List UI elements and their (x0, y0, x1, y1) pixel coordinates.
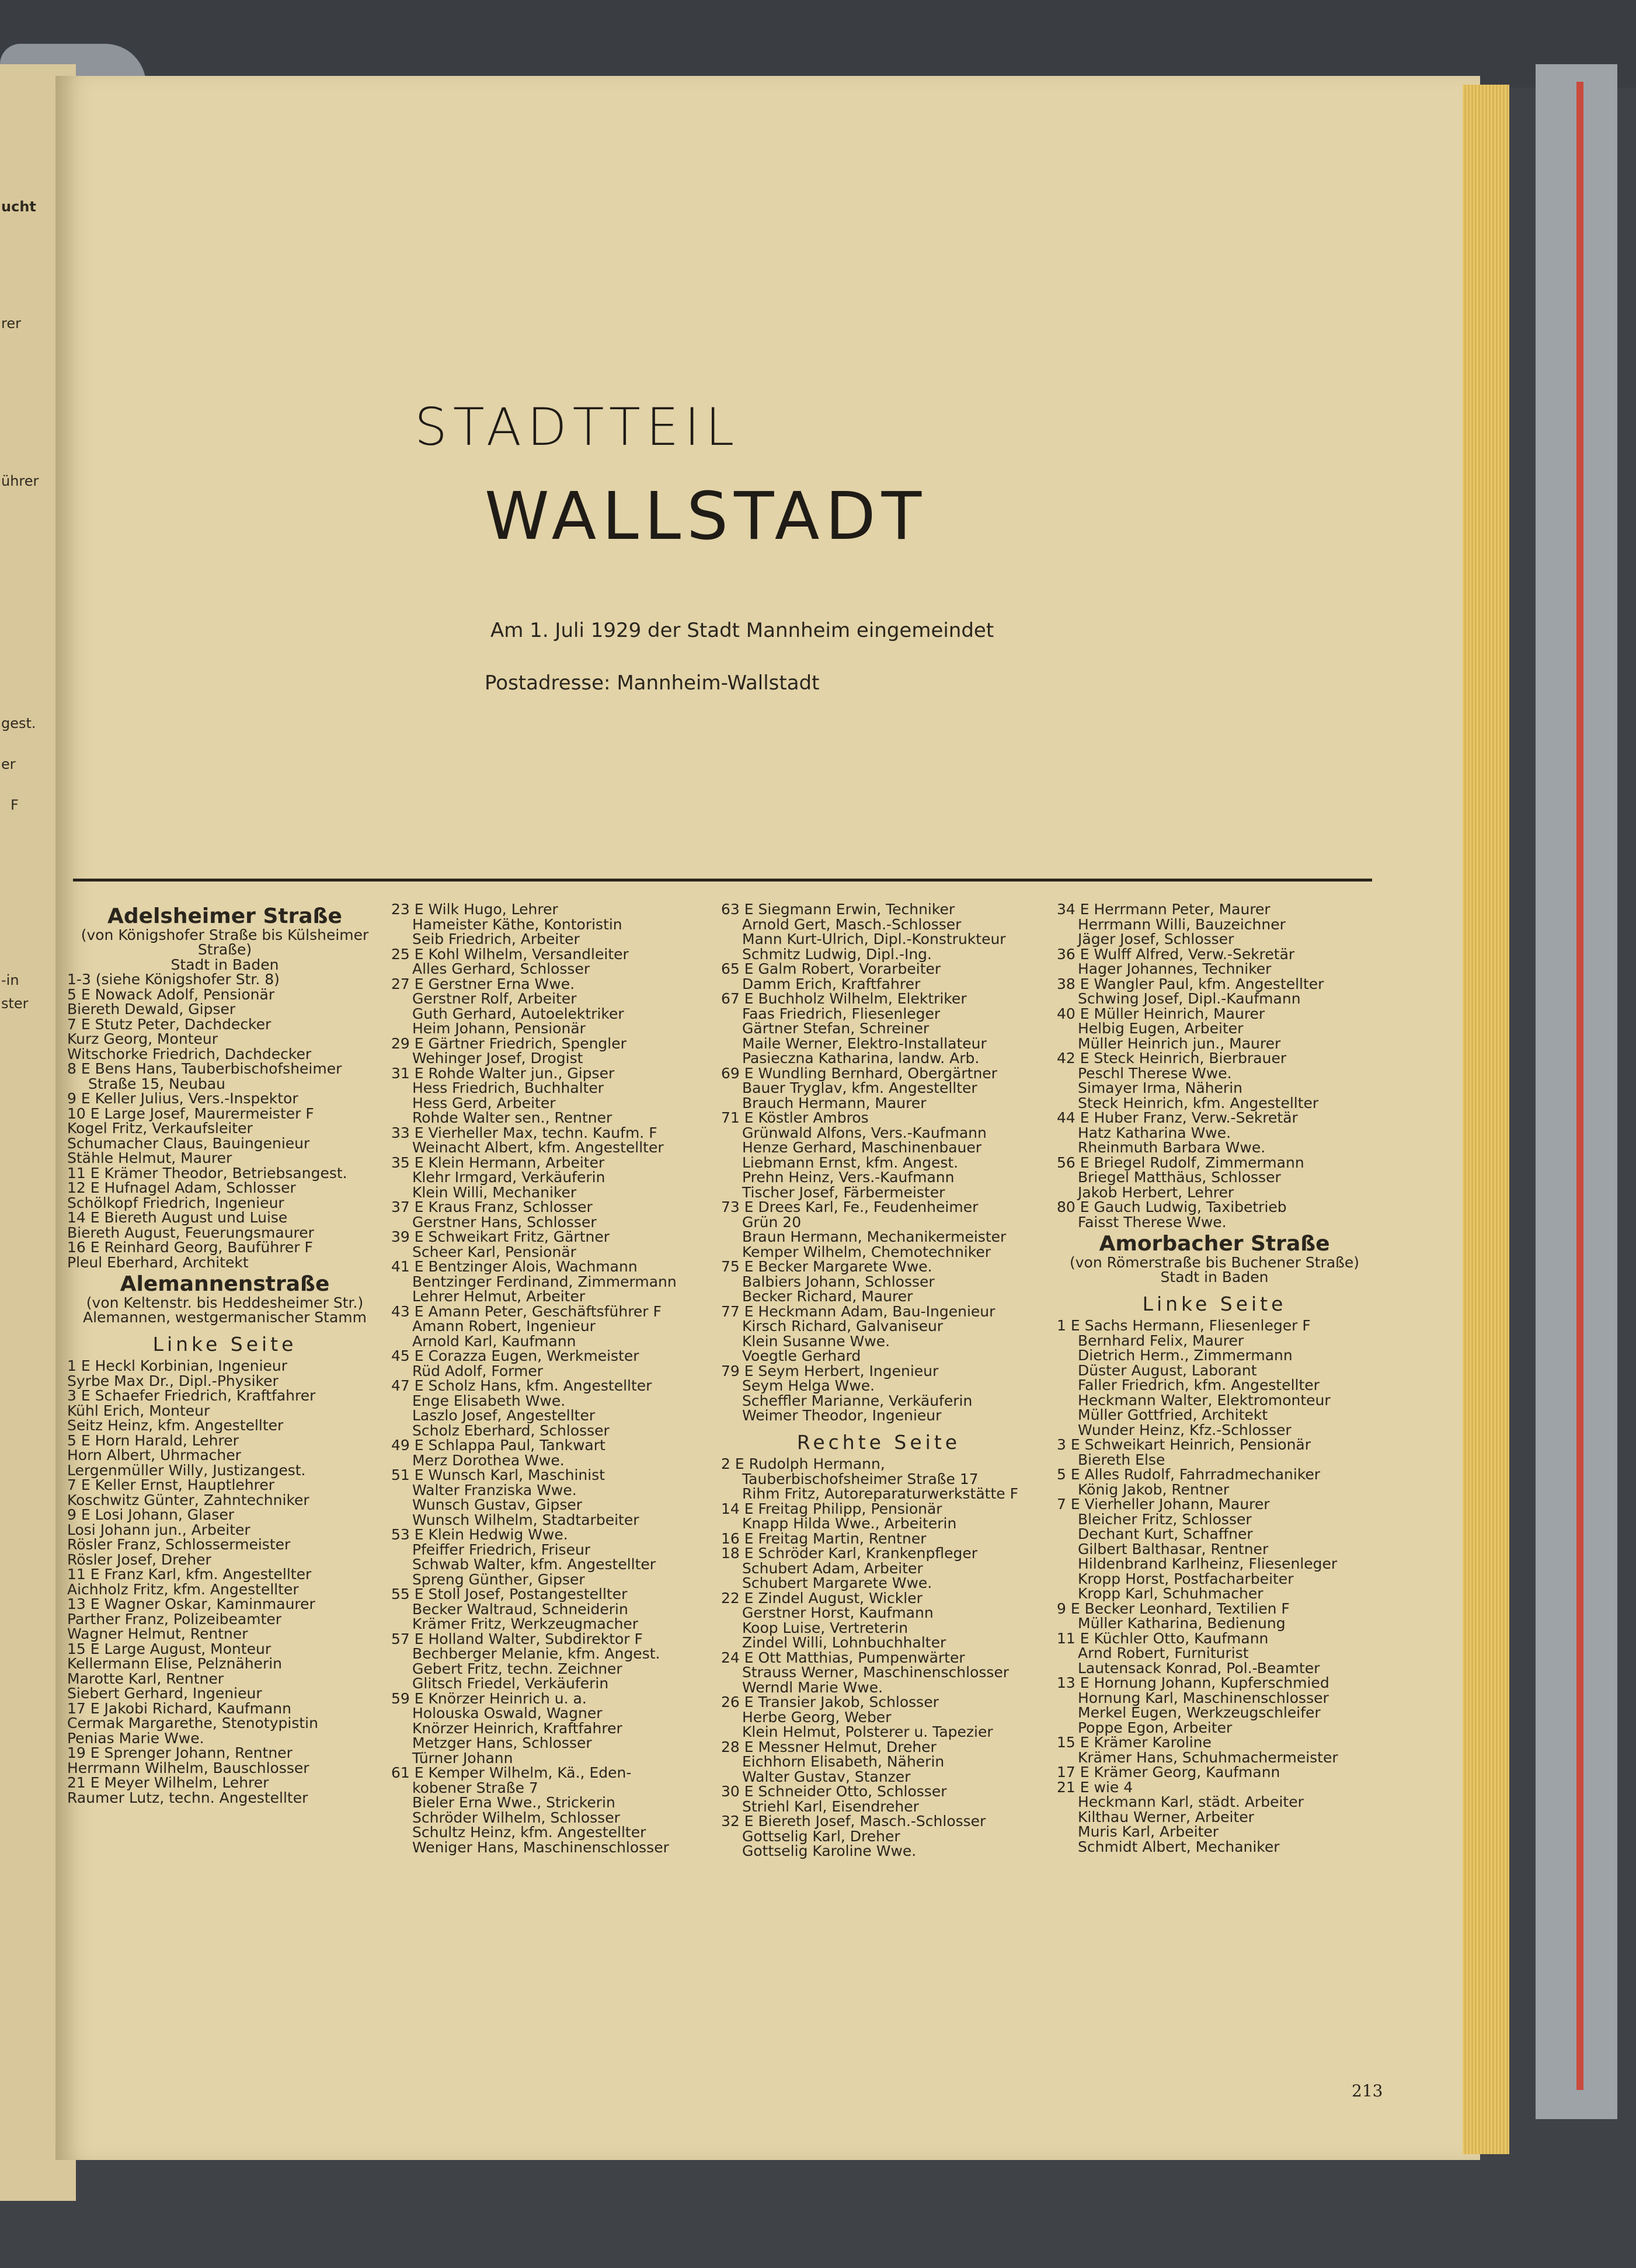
resident-line: Klehr Irmgard, Verkäuferin (412, 1169, 605, 1186)
resident-line: Simayer Irma, Näherin (1078, 1079, 1242, 1096)
resident-line: Herrmann Willi, Bauzeichner (1078, 915, 1286, 933)
address-entry: 27 E Gerstner Erna Wwe. (391, 975, 575, 992)
resident-line: Eichhorn Elisabeth, Näherin (742, 1753, 945, 1770)
address-entry: 77 E Heckmann Adam, Bau-Ingenieur (721, 1302, 995, 1320)
resident-line: Merz Dorothea Wwe. (412, 1451, 565, 1469)
resident-line: Hameister Käthe, Kontoristin (412, 915, 622, 933)
resident-line: Metzger Hans, Schlosser (412, 1734, 592, 1751)
address-entry: 29 E Gärtner Friedrich, Spengler (391, 1034, 626, 1052)
address-entry: 8 E Bens Hans, Tauberbischofsheimer (67, 1060, 342, 1077)
address-entry: 11 E Krämer Theodor, Betriebsangest. (67, 1164, 347, 1182)
address-entry: 17 E Krämer Georg, Kaufmann (1057, 1764, 1280, 1781)
address-entry: Herrmann Wilhelm, Bauschlosser (67, 1759, 309, 1776)
resident-line: Peschl Therese Wwe. (1078, 1064, 1232, 1082)
resident-line: Kropp Horst, Postfacharbeiter (1078, 1570, 1294, 1587)
left-page-fragment: ucht (1, 198, 36, 215)
street-heading: Amorbacher Straße (1099, 1232, 1330, 1256)
address-entry: 47 E Scholz Hans, kfm. Angestellter (391, 1377, 652, 1394)
resident-line: Hatz Katharina Wwe. (1078, 1124, 1231, 1141)
address-entry: Rösler Josef, Dreher (67, 1551, 211, 1568)
resident-line: Klein Susanne Wwe. (742, 1332, 890, 1350)
address-entry: 33 E Vierheller Max, techn. Kaufm. F (391, 1124, 657, 1141)
address-entry: 23 E Wilk Hugo, Lehrer (391, 901, 558, 918)
resident-line: Jakob Herbert, Lehrer (1078, 1183, 1234, 1201)
address-entry: Kellermann Elise, Pelznäherin (67, 1655, 283, 1672)
side-heading: Linke Seite (152, 1332, 297, 1356)
resident-line: Müller Heinrich jun., Maurer (1078, 1034, 1281, 1052)
resident-line: Krämer Fritz, Werkzeugmacher (412, 1615, 639, 1632)
resident-line: Wunsch Wilhelm, Stadtarbeiter (412, 1511, 639, 1528)
side-heading: Linke Seite (1142, 1292, 1287, 1315)
resident-line: Gerstner Horst, Kaufmann (742, 1604, 934, 1621)
resident-line: Arnold Karl, Kaufmann (412, 1332, 576, 1350)
resident-line: Klein Helmut, Polsterer u. Tapezier (742, 1723, 993, 1740)
resident-line: Schwing Josef, Dipl.-Kaufmann (1078, 990, 1301, 1007)
address-entry: 41 E Bentzinger Alois, Wachmann (391, 1258, 638, 1275)
resident-line: Liebmann Ernst, kfm. Angest. (742, 1154, 959, 1171)
left-page-fragment: ster (1, 995, 29, 1012)
address-entry: 19 E Sprenger Johann, Rentner (67, 1744, 293, 1761)
address-entry: 10 E Large Josef, Maurermeister F (67, 1105, 314, 1122)
resident-line: Rüd Adolf, Former (412, 1362, 544, 1379)
resident-line: Dietrich Herm., Zimmermann (1078, 1347, 1293, 1364)
resident-line: Bleicher Fritz, Schlosser (1078, 1510, 1252, 1528)
resident-line: Bernhard Felix, Maurer (1078, 1332, 1244, 1349)
resident-line: Schwab Walter, kfm. Angestellter (412, 1556, 656, 1573)
directory-column-1 (67, 902, 382, 1805)
address-entry: 1 E Heckl Korbinian, Ingenieur (67, 1357, 288, 1374)
address-entry: 37 E Kraus Franz, Schlosser (391, 1199, 593, 1215)
resident-line: Arnold Gert, Masch.-Schlosser (742, 915, 962, 933)
address-entry: 13 E Wagner Oskar, Kaminmaurer (67, 1595, 315, 1612)
resident-line: Heckmann Walter, Elektromonteur (1078, 1391, 1331, 1409)
resident-line: Rohde Walter sen., Rentner (412, 1109, 612, 1126)
divider-rule (73, 879, 1372, 882)
resident-line: Voegtle Gerhard (742, 1347, 861, 1364)
resident-line: Kilthau Werner, Arbeiter (1078, 1808, 1254, 1825)
resident-line: Scheer Karl, Pensionär (412, 1243, 576, 1260)
resident-line: Pasieczna Katharina, landw. Arb. (742, 1050, 980, 1067)
left-page-fragment: F (11, 797, 19, 813)
resident-line: Wunder Heinz, Kfz.-Schlosser (1078, 1421, 1292, 1438)
resident-line: Amann Robert, Ingenieur (412, 1318, 596, 1335)
resident-line: Heckmann Karl, städt. Arbeiter (1078, 1793, 1304, 1810)
side-heading: Rechte Seite (796, 1430, 961, 1454)
directory-column-3 (721, 902, 1036, 1859)
address-entry: 53 E Klein Hedwig Wwe. (391, 1526, 568, 1543)
address-entry: 71 E Köstler Ambros (721, 1109, 869, 1126)
resident-line: Knapp Hilda Wwe., Arbeiterin (742, 1515, 957, 1532)
address-entry: 9 E Keller Julius, Vers.-Inspektor (67, 1090, 298, 1107)
address-entry: Stähle Helmut, Maurer (67, 1149, 232, 1166)
resident-line: Balbiers Johann, Schlosser (742, 1273, 935, 1290)
resident-line: Kropp Karl, Schuhmacher (1078, 1585, 1263, 1602)
left-page-fragment: rer (1, 315, 21, 332)
resident-line: Dechant Kurt, Schaffner (1078, 1525, 1253, 1542)
district-label: STADTTEIL (415, 397, 740, 457)
postal-address: Postadresse: Mannheim-Wallstadt (485, 671, 820, 695)
resident-line: König Jakob, Rentner (1078, 1480, 1230, 1498)
resident-line: Enge Elisabeth Wwe. (412, 1392, 566, 1409)
address-entry: 25 E Kohl Wilhelm, Versandleiter (391, 945, 629, 963)
address-entry: Biereth Dewald, Gipser (67, 1001, 236, 1018)
address-entry: 56 E Briegel Rudolf, Zimmermann (1057, 1154, 1304, 1171)
address-entry: 21 E wie 4 (1057, 1778, 1133, 1796)
resident-line: Holouska Oswald, Wagner (412, 1705, 603, 1722)
address-entry: Biereth August, Feuerungsmaurer (67, 1224, 314, 1241)
book-spine-edge (1576, 82, 1583, 2090)
address-entry: Raumer Lutz, techn. Angestellter (67, 1789, 308, 1806)
resident-line: Lehrer Helmut, Arbeiter (412, 1288, 586, 1305)
resident-line: Krämer Hans, Schuhmachermeister (1078, 1748, 1338, 1766)
resident-line: Walter Franziska Wwe. (412, 1481, 577, 1499)
resident-line: Klein Willi, Mechaniker (412, 1183, 577, 1201)
address-entry: 5 E Nowack Adolf, Pensionär (67, 985, 275, 1003)
address-entry: 30 E Schneider Otto, Schlosser (721, 1783, 947, 1800)
resident-line: Jäger Josef, Schlosser (1078, 931, 1234, 947)
resident-line: Pfeiffer Friedrich, Friseur (412, 1541, 591, 1558)
left-page-fragment: er (1, 756, 16, 772)
address-entry: Cermak Margarethe, Stenotypistin (67, 1715, 318, 1732)
address-entry: 15 E Large August, Monteur (67, 1640, 271, 1657)
resident-line: Prehn Heinz, Vers.-Kaufmann (742, 1169, 955, 1186)
resident-line: Hess Gerd, Arbeiter (412, 1094, 556, 1112)
address-entry: 61 E Kemper Wilhelm, Kä., Eden- (391, 1764, 632, 1781)
address-entry: 73 E Drees Karl, Fe., Feudenheimer (721, 1199, 979, 1215)
resident-line: Gilbert Balthasar, Rentner (1078, 1540, 1269, 1558)
resident-line: Zindel Willi, Lohnbuchhalter (742, 1634, 946, 1651)
address-entry: 7 E Vierheller Johann, Maurer (1057, 1496, 1270, 1513)
resident-line: Arnd Robert, Furniturist (1078, 1645, 1249, 1661)
resident-line: Düster August, Laborant (1078, 1361, 1257, 1379)
resident-line: Scholz Eberhard, Schlosser (412, 1422, 610, 1439)
resident-line: Biereth Else (1078, 1451, 1165, 1468)
resident-line: Bauer Tryglav, kfm. Angestellter (742, 1079, 977, 1096)
resident-line: Braun Hermann, Mechanikermeister (742, 1228, 1007, 1245)
address-entry: Syrbe Max Dr., Dipl.-Physiker (67, 1372, 279, 1389)
address-entry: 49 E Schlappa Paul, Tankwart (391, 1437, 605, 1454)
street-description: (von Keltenstr. bis Heddesheimer Str.) (86, 1294, 364, 1311)
street-description: (von Römerstraße bis Buchener Straße) (1069, 1253, 1360, 1271)
resident-line: Alles Gerhard, Schlosser (412, 960, 590, 977)
address-entry: 38 E Wangler Paul, kfm. Angestellter (1057, 975, 1324, 992)
directory-column-4 (1057, 902, 1372, 1854)
address-entry: Parther Franz, Polizeibeamter (67, 1610, 282, 1628)
directory-column-2 (391, 902, 706, 1855)
resident-line: Straße 15, Neubau (88, 1075, 226, 1092)
address-entry: Kühl Erich, Monteur (67, 1402, 210, 1419)
address-entry: 26 E Transier Jakob, Schlosser (721, 1694, 939, 1710)
address-entry: 67 E Buchholz Wilhelm, Elektriker (721, 990, 967, 1007)
address-entry: 51 E Wunsch Karl, Maschinist (391, 1466, 605, 1483)
resident-line: Hornung Karl, Maschinenschlosser (1078, 1689, 1329, 1706)
address-entry: Penias Marie Wwe. (67, 1729, 204, 1747)
address-entry: 39 E Schweikart Fritz, Gärtner (391, 1228, 610, 1245)
resident-line: Herbe Georg, Weber (742, 1708, 892, 1726)
address-entry: 75 E Becker Margarete Wwe. (721, 1258, 932, 1275)
resident-line: Muris Karl, Arbeiter (1078, 1823, 1219, 1840)
resident-line: Bentzinger Ferdinand, Zimmermann (412, 1273, 677, 1290)
address-entry: 55 E Stoll Josef, Postangestellter (391, 1586, 628, 1602)
resident-line: Striehl Karl, Eisendreher (742, 1797, 919, 1815)
left-page-fragment: ührer (1, 473, 39, 489)
address-entry: Horn Albert, Uhrmacher (67, 1447, 241, 1464)
address-entry: Kogel Fritz, Verkaufsleiter (67, 1120, 253, 1137)
address-entry: 11 E Küchler Otto, Kaufmann (1057, 1629, 1269, 1647)
resident-line: Heim Johann, Pensionär (412, 1020, 586, 1037)
address-entry: 13 E Hornung Johann, Kupferschmied (1057, 1674, 1329, 1691)
resident-line: Damm Erich, Kraftfahrer (742, 975, 921, 992)
district-title: WALLSTADT (485, 479, 928, 555)
resident-line: Gebert Fritz, techn. Zeichner (412, 1660, 622, 1677)
address-entry: Lergenmüller Willy, Justizangest. (67, 1461, 306, 1479)
resident-line: Lautensack Konrad, Pol.-Beamter (1078, 1659, 1320, 1677)
address-entry: 1 E Sachs Hermann, Fliesenleger F (1057, 1317, 1311, 1334)
address-entry: 9 E Becker Leonhard, Textilien F (1057, 1600, 1290, 1617)
resident-line: Steck Heinrich, kfm. Angestellter (1078, 1094, 1319, 1112)
address-entry: 7 E Stutz Peter, Dachdecker (67, 1015, 271, 1033)
address-entry: 1-3 (siehe Königshofer Str. 8) (67, 971, 280, 988)
scan-background (0, 0, 1636, 88)
address-entry: Koschwitz Günter, Zahntechniker (67, 1491, 309, 1508)
address-entry: Schumacher Claus, Bauingenieur (67, 1134, 310, 1152)
resident-line: Seib Friedrich, Arbeiter (412, 931, 580, 947)
resident-line: Guth Gerhard, Autoelektriker (412, 1005, 624, 1022)
resident-line: Briegel Matthäus, Schlosser (1078, 1169, 1281, 1186)
address-entry: 12 E Hufnagel Adam, Schlosser (67, 1179, 296, 1196)
address-entry: 18 E Schröder Karl, Krankenpfleger (721, 1545, 978, 1562)
address-entry: 57 E Holland Walter, Subdirektor F (391, 1630, 643, 1647)
address-entry: 79 E Seym Herbert, Ingenieur (721, 1362, 939, 1379)
address-entry: 65 E Galm Robert, Vorarbeiter (721, 960, 941, 977)
resident-line: Kemper Wilhelm, Chemotechniker (742, 1243, 991, 1260)
address-entry: Aichholz Fritz, kfm. Angestellter (67, 1580, 299, 1598)
address-entry: 69 E Wundling Bernhard, Obergärtner (721, 1064, 997, 1082)
resident-line: Tauberbischofsheimer Straße 17 (742, 1470, 979, 1487)
resident-line: Faisst Therese Wwe. (1078, 1213, 1227, 1231)
address-entry: Marotte Karl, Rentner (67, 1670, 224, 1687)
address-entry: 24 E Ott Matthias, Pumpenwärter (721, 1649, 965, 1666)
resident-line: Bieler Erna Wwe., Strickerin (412, 1794, 615, 1811)
resident-line: Grün 20 (742, 1213, 802, 1231)
address-entry: 7 E Keller Ernst, Hauptlehrer (67, 1476, 275, 1493)
address-entry: Witschorke Friedrich, Dachdecker (67, 1045, 312, 1062)
address-entry: 5 E Alles Rudolf, Fahrradmechaniker (1057, 1466, 1321, 1483)
resident-line: Walter Gustav, Stanzer (742, 1768, 911, 1785)
address-entry: 45 E Corazza Eugen, Werkmeister (391, 1347, 639, 1364)
street-heading: Alemannenstraße (120, 1272, 330, 1296)
resident-line: Mann Kurt-Ulrich, Dipl.-Konstrukteur (742, 931, 1006, 947)
resident-line: Hager Johannes, Techniker (1078, 960, 1272, 977)
resident-line: Helbig Eugen, Arbeiter (1078, 1020, 1244, 1037)
resident-line: Gerstner Hans, Schlosser (412, 1213, 597, 1231)
address-entry: 43 E Amann Peter, Geschäftsführer F (391, 1302, 662, 1320)
resident-line: Kirsch Richard, Galvaniseur (742, 1318, 944, 1335)
resident-line: Rheinmuth Barbara Wwe. (1078, 1139, 1266, 1156)
resident-line: Seym Helga Wwe. (742, 1377, 875, 1394)
address-entry: 11 E Franz Karl, kfm. Angestellter (67, 1566, 312, 1583)
street-description: Stadt in Baden (1160, 1269, 1269, 1285)
address-entry: 80 E Gauch Ludwig, Taxibetrieb (1057, 1199, 1287, 1215)
address-entry: 15 E Krämer Karoline (1057, 1734, 1212, 1751)
address-entry: Pleul Eberhard, Architekt (67, 1253, 249, 1271)
street-description: Alemannen, westgermanischer Stamm (82, 1309, 367, 1326)
resident-line: Henze Gerhard, Maschinenbauer (742, 1139, 982, 1156)
street-heading: Adelsheimer Straße (107, 904, 342, 928)
left-page-fragment: -in (1, 972, 19, 988)
incorporation-note: Am 1. Juli 1929 der Stadt Mannheim eingemeindet (490, 619, 994, 642)
address-entry: 31 E Rohde Walter jun., Gipser (391, 1064, 615, 1082)
resident-line: Gerstner Rolf, Arbeiter (412, 990, 577, 1007)
resident-line: Glitsch Friedel, Verkäuferin (412, 1675, 609, 1692)
resident-line: Schubert Margarete Wwe. (742, 1574, 932, 1591)
address-entry: Wagner Helmut, Rentner (67, 1625, 248, 1642)
resident-line: Weniger Hans, Maschinenschlosser (412, 1838, 669, 1856)
resident-line: Becker Richard, Maurer (742, 1288, 913, 1305)
resident-line: Gärtner Stefan, Schreiner (742, 1020, 930, 1037)
address-entry: 16 E Reinhard Georg, Bauführer F (67, 1239, 313, 1256)
street-description: (von Königshofer Straße bis Külsheimer Straße) (81, 926, 369, 958)
resident-line: Werndl Marie Wwe. (742, 1678, 883, 1696)
resident-line: Faller Friedrich, kfm. Angestellter (1078, 1377, 1320, 1393)
resident-line: Becker Waltraud, Schneiderin (412, 1600, 628, 1618)
resident-line: Scheffler Marianne, Verkäuferin (742, 1392, 973, 1409)
resident-line: Schmidt Albert, Mechaniker (1078, 1838, 1280, 1855)
resident-line: Müller Katharina, Bedienung (1078, 1615, 1286, 1632)
address-entry: 5 E Horn Harald, Lehrer (67, 1431, 239, 1449)
resident-line: Gottselig Karoline Wwe. (742, 1842, 917, 1859)
address-entry: 3 E Schaefer Friedrich, Kraftfahrer (67, 1387, 316, 1404)
resident-line: Wunsch Gustav, Gipser (412, 1496, 583, 1513)
address-entry: 36 E Wulff Alfred, Verw.-Sekretär (1057, 945, 1295, 963)
address-entry: 22 E Zindel August, Wickler (721, 1589, 923, 1607)
address-entry: 34 E Herrmann Peter, Maurer (1057, 901, 1270, 918)
resident-line: Wehinger Josef, Drogist (412, 1050, 583, 1067)
address-entry: 3 E Schweikart Heinrich, Pensionär (1057, 1436, 1311, 1453)
resident-line: Knörzer Heinrich, Kraftfahrer (412, 1719, 622, 1737)
resident-line: Gottselig Karl, Dreher (742, 1827, 900, 1845)
left-page-fragment: gest. (1, 715, 36, 731)
address-entry: Kurz Georg, Monteur (67, 1030, 218, 1047)
address-entry: 44 E Huber Franz, Verw.-Sekretär (1057, 1109, 1298, 1126)
address-entry: Schölkopf Friedrich, Ingenieur (67, 1194, 284, 1211)
resident-line: Grünwald Alfons, Vers.-Kaufmann (742, 1124, 987, 1141)
address-entry: 63 E Siegmann Erwin, Techniker (721, 901, 955, 918)
resident-line: Schubert Adam, Arbeiter (742, 1559, 923, 1577)
address-entry: Losi Johann jun., Arbeiter (67, 1521, 250, 1538)
street-description: Stadt in Baden (170, 956, 279, 973)
resident-line: Tischer Josef, Färbermeister (742, 1183, 945, 1201)
address-entry: Siebert Gerhard, Ingenieur (67, 1685, 262, 1702)
resident-line: Rihm Fritz, Autoreparaturwerkstätte F (742, 1485, 1018, 1502)
resident-line: Brauch Hermann, Maurer (742, 1094, 927, 1112)
address-entry: 42 E Steck Heinrich, Bierbrauer (1057, 1050, 1287, 1067)
resident-line: Hildenbrand Karlheinz, Fliesenleger (1078, 1555, 1338, 1572)
address-entry: 40 E Müller Heinrich, Maurer (1057, 1005, 1265, 1022)
resident-line: Merkel Eugen, Werkzeugschleifer (1078, 1704, 1321, 1721)
resident-line: Strauss Werner, Maschinenschlosser (742, 1664, 1010, 1681)
address-entry: 17 E Jakobi Richard, Kaufmann (67, 1699, 291, 1717)
address-entry: 14 E Biereth August und Luise (67, 1209, 288, 1226)
resident-line: Maile Werner, Elektro-Installateur (742, 1034, 987, 1052)
resident-line: Schultz Heinz, kfm. Angestellter (412, 1824, 646, 1841)
resident-line: Schröder Wilhelm, Schlosser (412, 1809, 620, 1826)
resident-line: Poppe Egon, Arbeiter (1078, 1719, 1233, 1736)
resident-line: Koop Luise, Vertreterin (742, 1619, 908, 1636)
address-entry: 21 E Meyer Wilhelm, Lehrer (67, 1774, 269, 1791)
resident-line: Hess Friedrich, Buchhalter (412, 1079, 604, 1096)
address-entry: 35 E Klein Hermann, Arbeiter (391, 1154, 605, 1171)
resident-line: Türner Johann (412, 1749, 513, 1767)
address-entry: 9 E Losi Johann, Glaser (67, 1506, 235, 1523)
resident-line: Weinacht Albert, kfm. Angestellter (412, 1139, 664, 1156)
address-entry: 59 E Knörzer Heinrich u. a. (391, 1689, 587, 1707)
resident-line: Schmitz Ludwig, Dipl.-Ing. (742, 945, 932, 963)
resident-line: Müller Gottfried, Architekt (1078, 1406, 1268, 1423)
resident-line: Weimer Theodor, Ingenieur (742, 1407, 942, 1424)
address-entry: 2 E Rudolph Hermann, (721, 1455, 885, 1472)
address-entry: 16 E Freitag Martin, Rentner (721, 1530, 927, 1547)
page-edges (1463, 85, 1509, 2154)
resident-line: Laszlo Josef, Angestellter (412, 1407, 596, 1424)
address-entry: Rösler Franz, Schlossermeister (67, 1536, 291, 1553)
resident-line: Spreng Günther, Gipser (412, 1570, 585, 1588)
address-entry: 14 E Freitag Philipp, Pensionär (721, 1500, 942, 1517)
address-entry: 28 E Messner Helmut, Dreher (721, 1738, 937, 1755)
resident-line: Faas Friedrich, Fliesenleger (742, 1005, 941, 1022)
address-entry: Seitz Heinz, kfm. Angestellter (67, 1417, 284, 1434)
page-number: 213 (1352, 2081, 1383, 2100)
resident-line: Bechberger Melanie, kfm. Angest. (412, 1645, 660, 1662)
resident-line: kobener Straße 7 (412, 1779, 538, 1796)
address-entry: 32 E Biereth Josef, Masch.-Schlosser (721, 1813, 986, 1830)
